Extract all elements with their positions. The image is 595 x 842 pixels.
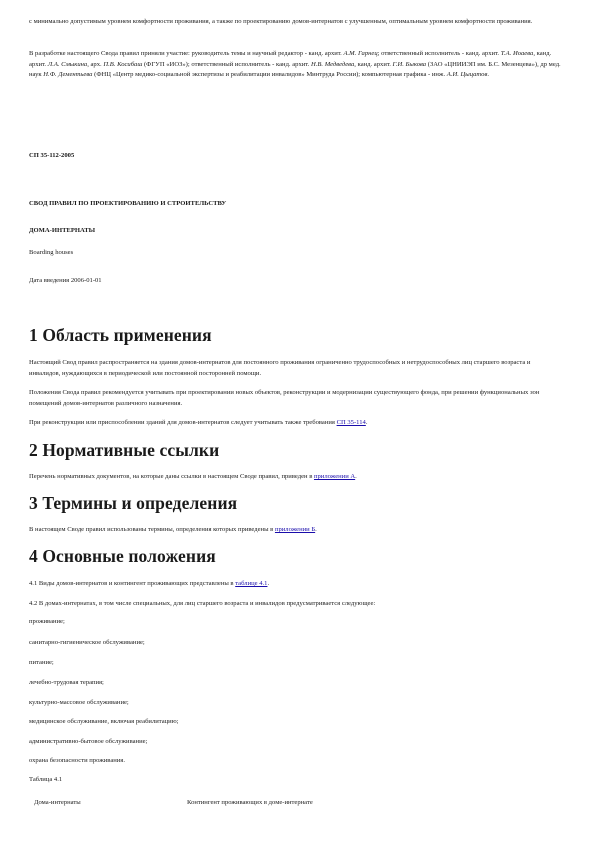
list-item: административно-бытовое обслуживание; — [29, 738, 148, 745]
list-item: охрана безопасности проживания. — [29, 757, 125, 764]
section-2-paragraph-1: Перечень нормативных документов, на которые даны ссылки в настоящем Своде правил, приведен в приложении А. — [29, 473, 357, 480]
table-header-cell: Контингент проживающих в доме-интернате — [187, 799, 313, 806]
link-appendix-a[interactable]: приложении А — [313, 473, 356, 480]
document-subtitle: ДОМА-ИНТЕРНАТЫ — [29, 227, 96, 234]
document-date: Дата введения 2006-01-01 — [29, 277, 102, 284]
section-4-paragraph-1: 4.1 Виды домов-интернатов и контингент проживающих представлены в таблице 4.1. — [29, 580, 270, 587]
list-item: культурно-массовое обслуживание; — [29, 699, 129, 706]
document-title: СВОД ПРАВИЛ ПО ПРОЕКТИРОВАНИЮ И СТРОИТЕЛЬСТВУ — [29, 200, 227, 207]
section-1-paragraph-3: При реконструкции или приспособлении зданий для домов-интернатов следует учитывать также требования СП 35-114. — [29, 419, 368, 426]
section-1-paragraph-1: Настоящий Свод правил распространяется на здания домов-интернатов для постоянного проживания ограниченно трудоспособных и нетрудоспособных лиц старшего возраста и инвалидов, нуждающихся в периодической или постоянной посторонней помощи. — [29, 359, 531, 377]
link-sp-35-114[interactable]: СП 35-114 — [336, 419, 366, 426]
link-appendix-b[interactable]: приложении Б — [274, 526, 316, 533]
list-item: санитарно-гигиеническое обслуживание; — [29, 639, 145, 646]
list-item: медицинское обслуживание, включая реабилитацию; — [29, 718, 179, 725]
section-1-paragraph-2: Положения Свода правил рекомендуется учитывать при проектировании новых объектов, реконструкции и модернизации существующего фонда, при решении функциональных зон помещений домов-интернатов различного назначения. — [29, 389, 540, 407]
section-4-paragraph-2: 4.2 В домах-интернатах, в том числе специальных, для лиц старшего возраста и инвалидов предусматривается следующее: — [29, 600, 376, 607]
section-2-heading: 2 Нормативные ссылки — [29, 440, 220, 460]
table-4-1-header — [29, 796, 565, 810]
link-table-4-1[interactable]: таблице 4.1 — [235, 580, 268, 587]
intro-paragraph-authors: В разработке настоящего Свода правил приняли участие: руководитель темы и научный редактор - канд. архит. А.М. Гарнец; ответственный исполнитель - канд. архит. Т.А. Иоаева, канд. архит. Л.А. Смыкина, арх. П.В. Косибаш (ФГУП «ИОЗ»); ответственный исполнитель - канд. архит. Н.В. Медведева, канд. архит. Г.И. Быкова (ЗАО «ЦНИИЭП им. Б.С. Мезенцева»), др мед. наук Н.Ф. Дементьева (ФНЦ «Центр медико-социальной экспертизы и реабилитации инвалидов» Минтруда России); компьютерная графика - инж. А.И. Цыцатов. — [29, 50, 561, 78]
list-item: лечебно-трудовая терапия; — [29, 679, 104, 686]
section-4-heading: 4 Основные положения — [29, 546, 216, 566]
list-item: проживание; — [29, 618, 65, 625]
intro-paragraph-1: с минимально допустимым уровнем комфортности проживания, а также по проектированию домов-интернатов с улучшенным, оптимальным уровнем комфортности проживания. — [29, 18, 533, 25]
list-item: питание; — [29, 659, 54, 666]
section-1-heading: 1 Область применения — [29, 325, 212, 345]
section-3-heading: 3 Термины и определения — [29, 493, 238, 513]
document-code: СП 35-112-2005 — [29, 152, 75, 159]
table-header-cell: Дома-интернаты — [34, 799, 81, 806]
document-english-title: Boarding houses — [29, 249, 74, 256]
table-caption: Таблица 4.1 — [29, 776, 63, 783]
section-3-paragraph-1: В настоящем Своде правил использованы термины, определения которых приведены в приложении Б. — [29, 526, 317, 533]
